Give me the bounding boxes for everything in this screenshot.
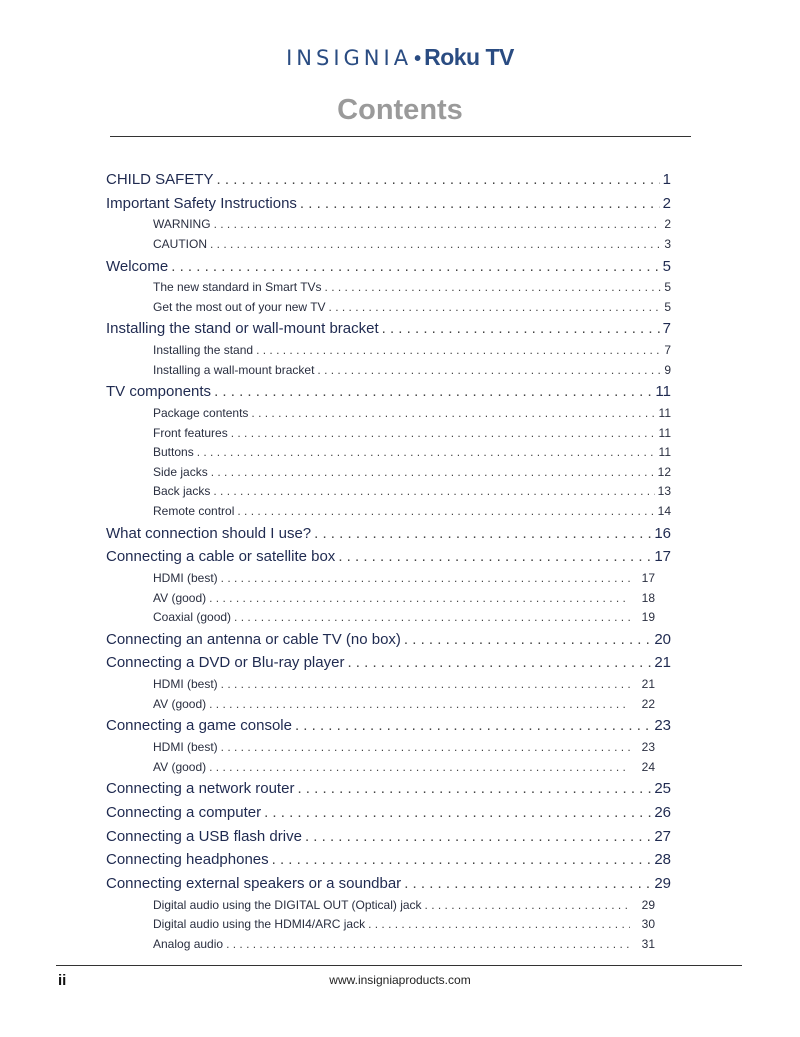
toc-entry-label: AV (good) (153, 590, 207, 605)
toc-entry-page: 19 (641, 610, 655, 625)
toc-subsection-entry[interactable] (106, 758, 671, 778)
toc-dot-leader (217, 168, 660, 192)
toc-entry-page: 7 (662, 320, 671, 338)
toc-section-entry[interactable] (106, 714, 671, 738)
toc-entry-label: Connecting a network router (106, 780, 295, 798)
toc-entry-page: 20 (654, 630, 671, 648)
footer-url[interactable]: www.insigniaproducts.com (329, 973, 471, 987)
toc-entry-label: Remote control (153, 503, 235, 518)
toc-entry-page: 17 (654, 548, 671, 566)
toc-entry-page: 7 (664, 343, 671, 358)
toc-dot-leader (237, 502, 654, 522)
toc-section-entry[interactable] (106, 848, 671, 872)
toc-dot-leader (214, 215, 662, 235)
footer-divider (56, 965, 742, 966)
brand-separator: • (414, 48, 422, 70)
toc-entry-page: 11 (658, 425, 671, 440)
toc-dot-leader (221, 569, 630, 589)
toc-entry-label: AV (good) (153, 759, 207, 774)
toc-entry-page: 29 (641, 897, 655, 912)
toc-section-entry[interactable] (106, 522, 671, 546)
toc-entry-label: WARNING (153, 217, 211, 232)
toc-subsection-entry[interactable] (106, 404, 671, 424)
toc-dot-leader (368, 915, 630, 935)
toc-entry-label: Front features (153, 425, 228, 440)
toc-entry-page: 23 (641, 739, 655, 754)
brand-roku-tv: Roku TV (424, 44, 514, 70)
toc-subsection-entry[interactable] (106, 482, 671, 502)
toc-entry-page: 2 (664, 217, 671, 232)
toc-dot-leader (251, 404, 655, 424)
toc-subsection-entry[interactable] (106, 463, 671, 483)
toc-section-entry[interactable] (106, 651, 671, 675)
toc-section-entry[interactable] (106, 255, 671, 279)
toc-dot-leader (272, 848, 652, 872)
toc-entry-page: 21 (641, 677, 655, 692)
toc-subsection-entry[interactable] (106, 298, 671, 318)
toc-entry-page: 16 (654, 524, 671, 542)
toc-subsection-entry[interactable] (106, 502, 671, 522)
toc-dot-leader (209, 695, 630, 715)
toc-entry-page: 11 (658, 406, 671, 420)
toc-entry-label: Connecting an antenna or cable TV (no box) (106, 630, 401, 648)
toc-entry-page: 17 (641, 570, 655, 585)
toc-entry-label: HDMI (best) (153, 677, 218, 692)
toc-entry-label: HDMI (best) (153, 570, 218, 585)
toc-dot-leader (338, 545, 651, 569)
toc-subsection-entry[interactable] (106, 215, 671, 235)
toc-entry-label: CHILD SAFETY (106, 171, 214, 188)
toc-entry-label: Connecting a game console (106, 717, 292, 735)
toc-entry-label: Connecting a computer (106, 803, 262, 821)
toc-entry-page: 21 (654, 654, 671, 672)
toc-entry-page: 12 (657, 464, 671, 479)
toc-dot-leader (347, 651, 651, 675)
toc-subsection-entry[interactable] (106, 278, 671, 298)
toc-entry-label: Coaxial (good) (153, 610, 232, 625)
toc-dot-leader (295, 714, 651, 738)
toc-entry-page: 1 (662, 171, 671, 188)
toc-entry-label: What connection should I use? (106, 524, 312, 542)
toc-section-entry[interactable] (106, 380, 671, 404)
toc-subsection-entry[interactable] (106, 443, 671, 463)
toc-entry-label: Connecting a DVD or Blu-ray player (106, 654, 345, 672)
toc-entry-label: Side jacks (153, 464, 208, 479)
toc-entry-label: The new standard in Smart TVs (153, 280, 322, 295)
brand-logo (0, 44, 800, 71)
toc-subsection-entry[interactable] (106, 235, 671, 255)
table-of-contents (106, 168, 671, 954)
toc-dot-leader (404, 872, 651, 896)
toc-subsection-entry[interactable] (106, 341, 671, 361)
toc-entry-label: Important Safety Instructions (106, 194, 297, 212)
toc-entry-label: TV components (106, 383, 212, 401)
toc-entry-label: Connecting a USB flash drive (106, 827, 302, 845)
toc-dot-leader (214, 380, 652, 404)
toc-entry-label: Connecting headphones (106, 851, 269, 869)
toc-dot-leader (425, 896, 630, 916)
toc-section-entry[interactable] (106, 872, 671, 896)
toc-entry-label: Connecting a cable or satellite box (106, 548, 336, 566)
toc-subsection-entry[interactable] (106, 695, 671, 715)
toc-subsection-entry[interactable] (106, 608, 671, 628)
toc-entry-page: 11 (655, 383, 671, 401)
toc-dot-leader (209, 589, 630, 609)
toc-section-entry[interactable] (106, 777, 671, 801)
toc-entry-label: Buttons (153, 445, 194, 460)
toc-dot-leader (329, 298, 662, 318)
toc-entry-label: Get the most out of your new TV (153, 299, 326, 314)
toc-section-entry[interactable] (106, 192, 671, 216)
toc-dot-leader (297, 777, 651, 801)
toc-dot-leader (209, 758, 630, 778)
toc-dot-leader (300, 192, 660, 216)
toc-subsection-entry[interactable] (106, 589, 671, 609)
toc-entry-label: Package contents (153, 406, 249, 420)
toc-dot-leader (382, 317, 660, 341)
toc-dot-leader (221, 738, 630, 758)
brand-insignia: INSIGNIA (286, 46, 413, 70)
toc-entry-page: 22 (641, 696, 655, 711)
toc-entry-label: Analog audio (153, 936, 224, 951)
toc-dot-leader (317, 361, 661, 381)
toc-entry-label: Welcome (106, 257, 169, 275)
toc-dot-leader (226, 935, 630, 955)
toc-dot-leader (325, 278, 662, 298)
toc-entry-page: 26 (654, 803, 671, 821)
toc-entry-page: 28 (654, 851, 671, 869)
toc-dot-leader (314, 522, 651, 546)
toc-dot-leader (171, 255, 659, 279)
toc-entry-page: 25 (654, 780, 671, 798)
toc-section-entry[interactable] (106, 825, 671, 849)
toc-dot-leader (197, 443, 656, 463)
toc-entry-page: 18 (641, 590, 655, 605)
toc-entry-page: 5 (664, 299, 671, 314)
toc-subsection-entry[interactable] (106, 361, 671, 381)
toc-subsection-entry[interactable] (106, 915, 671, 935)
toc-dot-leader (221, 675, 630, 695)
toc-entry-label: AV (good) (153, 696, 207, 711)
toc-entry-page: 24 (641, 759, 655, 774)
toc-section-entry[interactable] (106, 317, 671, 341)
toc-entry-page: 2 (662, 194, 671, 212)
toc-entry-label: Digital audio using the DIGITAL OUT (Optical) jack (153, 897, 422, 912)
toc-dot-leader (210, 235, 661, 255)
toc-entry-page: 5 (664, 280, 671, 295)
toc-subsection-entry[interactable] (106, 738, 671, 758)
toc-section-entry[interactable] (106, 801, 671, 825)
toc-dot-leader (234, 608, 630, 628)
toc-subsection-entry[interactable] (106, 569, 671, 589)
toc-entry-page: 31 (641, 936, 655, 951)
toc-entry-label: Back jacks (153, 484, 211, 499)
toc-dot-leader (211, 463, 655, 483)
page-title: Contents (337, 94, 463, 126)
toc-entry-label: Installing the stand or wall-mount bracket (106, 320, 379, 338)
toc-entry-page: 14 (657, 503, 671, 518)
toc-dot-leader (213, 482, 654, 502)
toc-section-entry[interactable] (106, 168, 671, 192)
toc-dot-leader (231, 424, 656, 444)
toc-entry-page: 27 (654, 827, 671, 845)
toc-dot-leader (305, 825, 651, 849)
toc-entry-page: 3 (664, 236, 671, 251)
toc-subsection-entry[interactable] (106, 675, 671, 695)
toc-entry-page: 29 (654, 874, 671, 892)
toc-dot-leader (404, 628, 651, 652)
toc-entry-page: 9 (664, 362, 671, 377)
toc-subsection-entry[interactable] (106, 935, 671, 955)
toc-entry-label: Digital audio using the HDMI4/ARC jack (153, 917, 366, 932)
toc-entry-label: CAUTION (153, 236, 207, 251)
toc-entry-label: Installing the stand (153, 343, 254, 358)
toc-dot-leader (256, 341, 661, 361)
page-number: ii (58, 972, 67, 989)
toc-entry-label: HDMI (best) (153, 739, 218, 754)
toc-entry-page: 13 (657, 484, 671, 499)
toc-entry-page: 23 (654, 717, 671, 735)
toc-section-entry[interactable] (106, 628, 671, 652)
toc-section-entry[interactable] (106, 545, 671, 569)
toc-subsection-entry[interactable] (106, 424, 671, 444)
toc-dot-leader (264, 801, 651, 825)
toc-entry-page: 5 (662, 257, 671, 275)
toc-entry-page: 11 (658, 445, 671, 460)
toc-entry-label: Installing a wall-mount bracket (153, 362, 315, 377)
toc-entry-label: Connecting external speakers or a soundbar (106, 874, 402, 892)
title-divider (110, 136, 691, 137)
toc-subsection-entry[interactable] (106, 896, 671, 916)
toc-entry-page: 30 (641, 917, 655, 932)
